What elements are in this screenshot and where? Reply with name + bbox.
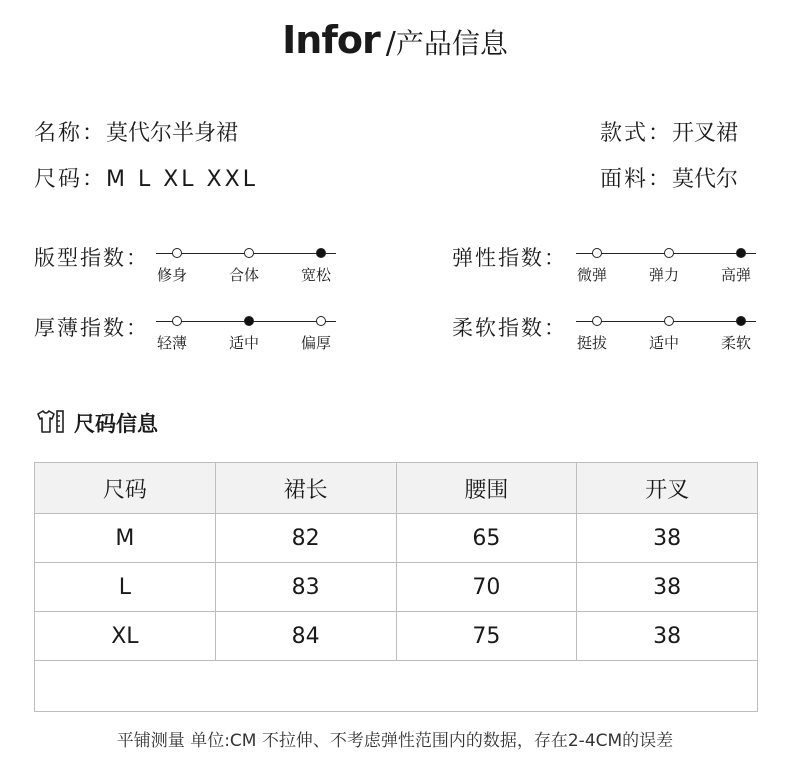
scale-dot — [664, 248, 674, 258]
table-cell: 75 — [396, 612, 577, 661]
scale-dot-selected — [736, 316, 746, 326]
scale-dot — [172, 248, 182, 258]
elasticity-index-label: 弹性指数： — [452, 246, 567, 270]
thickness-index-label: 厚薄指数： — [34, 316, 149, 340]
size-table-header: 裙长 — [215, 463, 396, 514]
size-table — [34, 462, 758, 712]
title-english: Infor — [282, 18, 380, 62]
table-cell: XL — [35, 612, 216, 661]
table-cell: 38 — [577, 514, 758, 563]
tshirt-ruler-icon — [34, 412, 74, 436]
scale-option-label: 偏厚 — [300, 334, 331, 352]
table-empty-cell — [35, 661, 758, 712]
title-slash: / — [385, 26, 396, 61]
scale-dot — [244, 248, 254, 258]
scale-option-label: 修身 — [156, 266, 187, 284]
product-size-value: M L XL XXL — [106, 167, 258, 192]
scale-dot-selected — [316, 248, 326, 258]
scale-option-label: 适中 — [228, 334, 259, 352]
thickness-index-scale — [156, 314, 336, 364]
table-cell: 70 — [396, 563, 577, 612]
page-title — [0, 18, 790, 62]
table-cell: 82 — [215, 514, 396, 563]
scale-option-label: 高弹 — [720, 266, 751, 284]
size-table-header-row — [35, 463, 758, 514]
table-cell: L — [35, 563, 216, 612]
scale-dot-selected — [736, 248, 746, 258]
fit-index-scale — [156, 246, 336, 296]
title-chinese: 产品信息 — [395, 27, 508, 60]
table-cell: M — [35, 514, 216, 563]
table-cell: 84 — [215, 612, 396, 661]
scale-dot — [592, 316, 602, 326]
table-cell: 38 — [577, 612, 758, 661]
elasticity-index-scale — [576, 246, 756, 296]
size-table-header: 腰围 — [396, 463, 577, 514]
scale-option-label: 弹力 — [648, 266, 679, 284]
size-table-header: 尺码 — [35, 463, 216, 514]
table-row — [35, 514, 758, 563]
scale-option-label: 适中 — [648, 334, 679, 352]
scale-option-label: 柔软 — [720, 334, 751, 352]
scale-dot — [172, 316, 182, 326]
product-size-label: 尺码： — [34, 167, 107, 192]
table-cell: 65 — [396, 514, 577, 563]
scale-option-label: 挺拔 — [576, 334, 607, 352]
product-style-row — [600, 116, 738, 147]
measurement-note: 平铺测量 单位:CM 不拉伸、不考虑弹性范围内的数据，存在2-4CM的误差 — [116, 731, 674, 751]
scale-dot — [592, 248, 602, 258]
table-row — [35, 612, 758, 661]
softness-index-label: 柔软指数： — [452, 316, 567, 340]
table-cell: 83 — [215, 563, 396, 612]
scale-dot — [316, 316, 326, 326]
table-row — [35, 563, 758, 612]
product-name-label: 名称： — [34, 121, 107, 146]
product-style-value: 开叉裙 — [672, 121, 739, 146]
table-cell: 38 — [577, 563, 758, 612]
product-size-row — [34, 162, 258, 193]
product-fabric-value: 莫代尔 — [672, 167, 739, 192]
product-fabric-label: 面料： — [600, 167, 673, 192]
size-table-header: 开叉 — [577, 463, 758, 514]
scale-option-label: 宽松 — [300, 266, 331, 284]
fit-index-label: 版型指数： — [34, 246, 149, 270]
product-style-label: 款式： — [600, 121, 673, 146]
softness-index-scale — [576, 314, 756, 364]
scale-dot-selected — [244, 316, 254, 326]
product-name-value: 莫代尔半身裙 — [106, 121, 239, 146]
scale-option-label: 合体 — [228, 266, 259, 284]
product-name-row — [34, 116, 238, 147]
scale-dot — [664, 316, 674, 326]
scale-option-label: 轻薄 — [156, 334, 187, 352]
product-fabric-row — [600, 162, 738, 193]
table-empty-row — [35, 661, 758, 712]
size-info-heading — [34, 408, 158, 438]
scale-option-label: 微弹 — [576, 266, 607, 284]
size-info-title: 尺码信息 — [74, 412, 158, 436]
